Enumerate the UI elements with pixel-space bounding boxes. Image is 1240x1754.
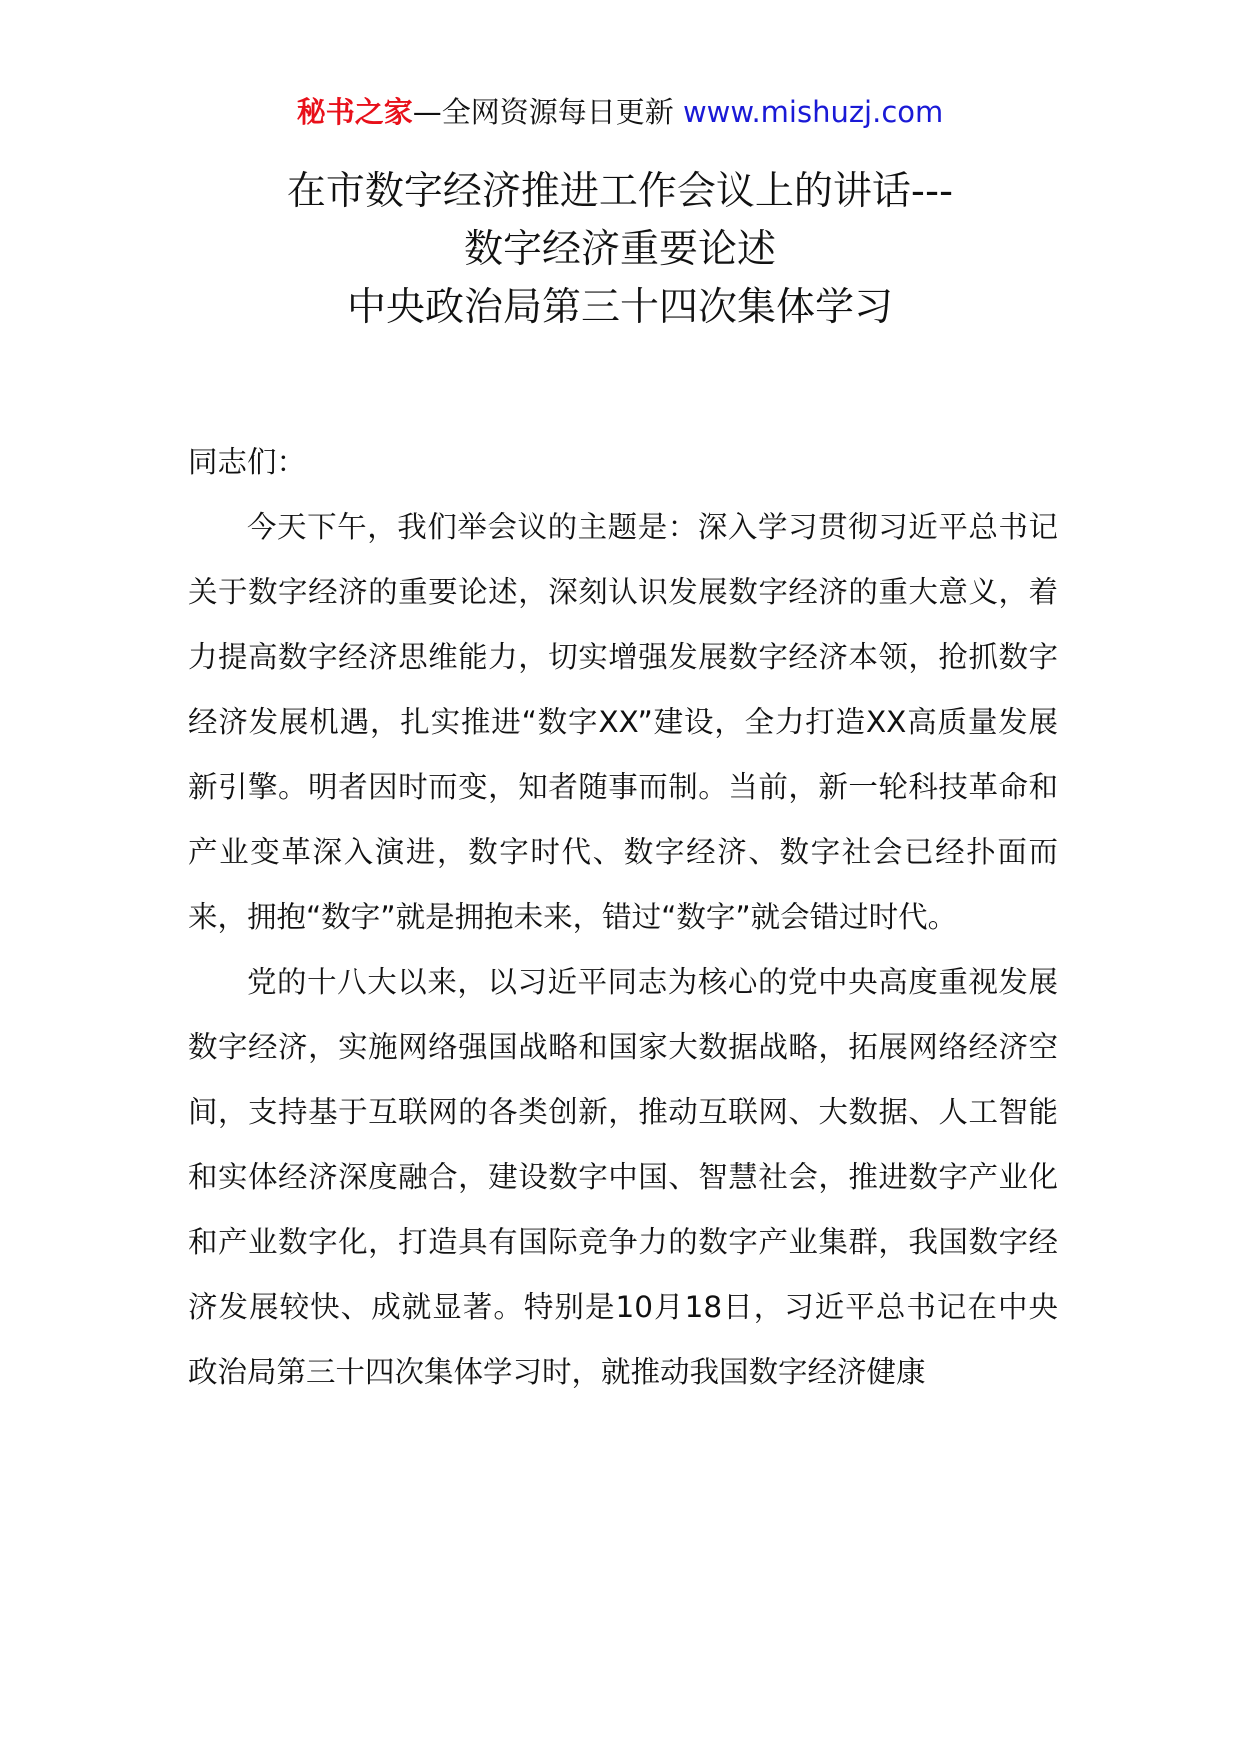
document-title [0,163,1240,337]
site-url-link[interactable]: www.mishuzj.com [682,95,944,129]
site-header [0,92,1240,132]
paragraph-1: 今天下午，我们举会议的主题是：深入学习贯彻习近平总书记关于数字经济的重要论述，深刻认识发展数字经济的重大意义，着力提高数字经济思维能力，切实增强发展数字经济本领，抢抓数字经济发展机遇，扎实推进“数字XX”建设，全力打造XX高质量发展新引擎。明者因时而变，知者随事而制。当前，新一轮科技革命和产业变革深入演进，数字时代、数字经济、数字社会已经扑面而来，拥抱“数字”就是拥抱未来，错过“数字”就会错过时代。 [188,510,1058,934]
paragraph-2: 党的十八大以来，以习近平同志为核心的党中央高度重视发展数字经济，实施网络强国战略和国家大数据战略，拓展网络经济空间，支持基于互联网的各类创新，推动互联网、大数据、人工智能和实体经济深度融合，建设数字中国、智慧社会，推进数字产业化和产业数字化，打造具有国际竞争力的数字产业集群，我国数字经济发展较快、成就显著。特别是10月18日，习近平总书记在中央政治局第三十四次集体学习时，就推动我国数字经济健康 [188,965,1058,1389]
document-body [188,430,1058,1405]
header-tagline: —全网资源每日更新 [412,95,683,129]
title-line-3: 中央政治局第三十四次集体学习 [346,285,893,330]
brand-name: 秘书之家 [296,95,413,129]
salutation: 同志们： [188,445,307,479]
title-line-2: 数字经济重要论述 [463,227,776,272]
title-line-1: 在市数字经济推进工作会议上的讲话--- [286,169,954,214]
